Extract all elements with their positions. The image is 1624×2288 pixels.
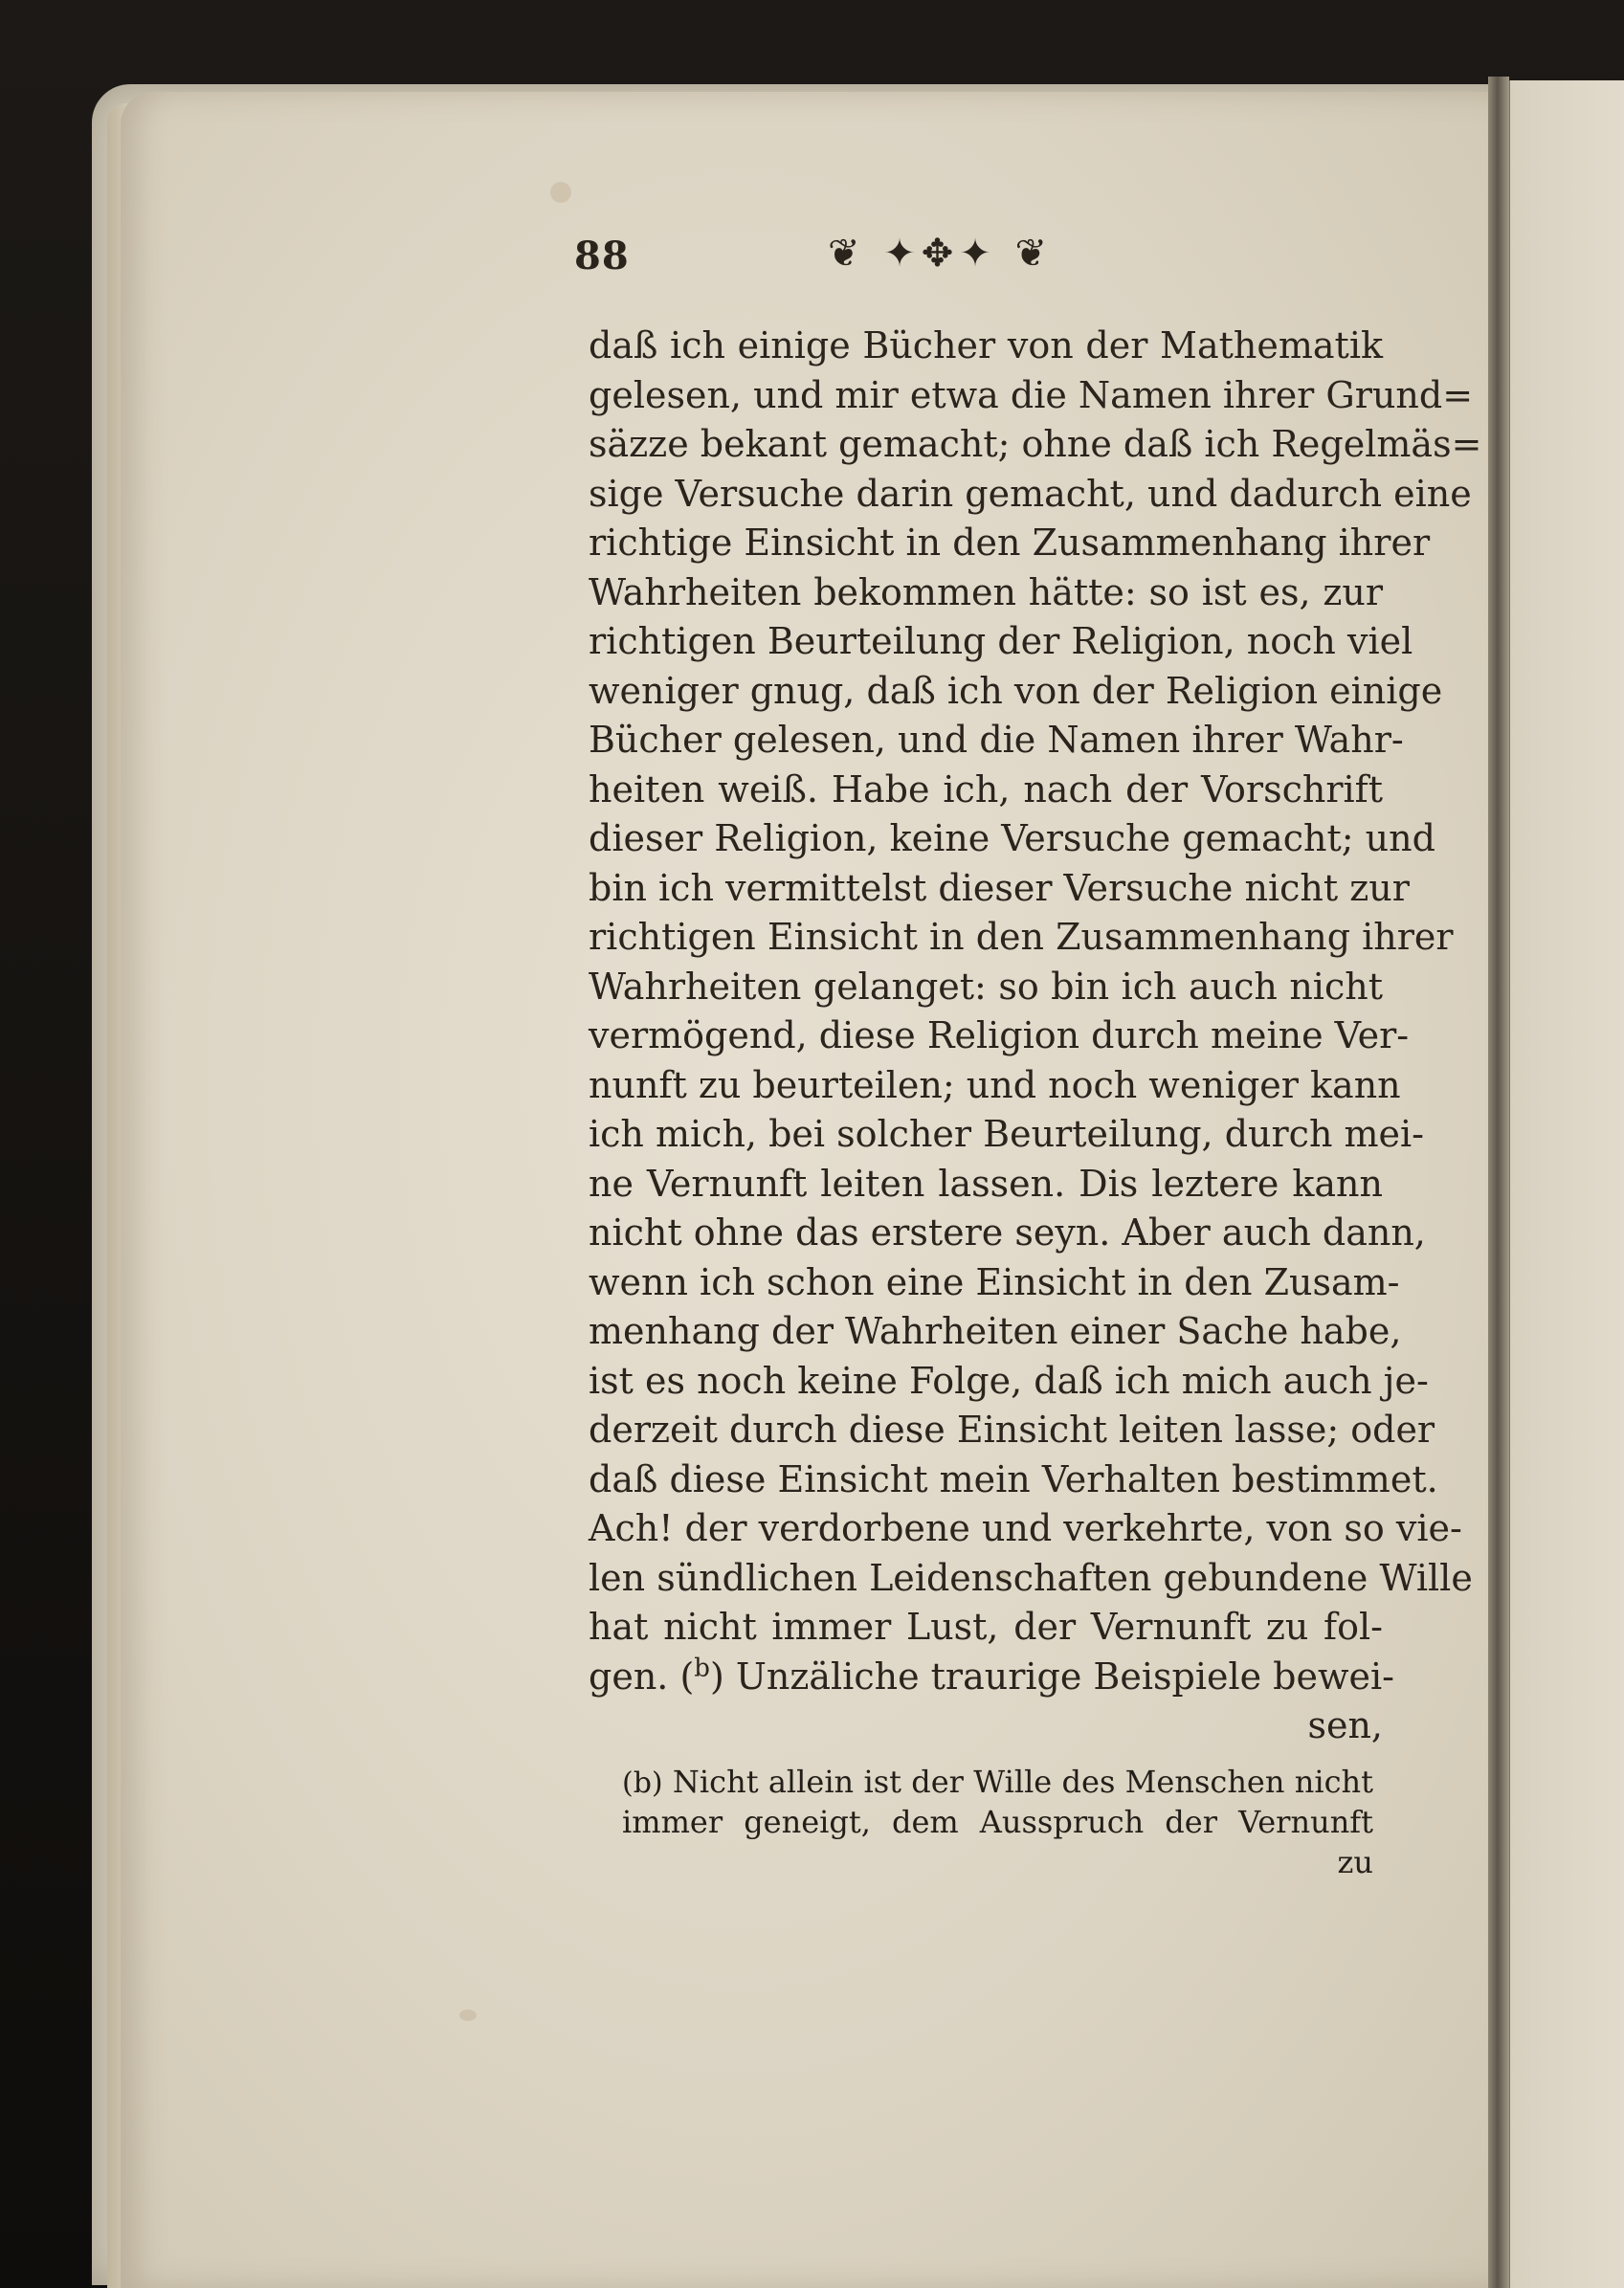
- text-line: säzze bekant gemacht; ohne daß ich Regelmäs=: [589, 423, 1482, 465]
- text-segment: ) Unzäliche traurige Beispiele bewei-: [709, 1655, 1394, 1698]
- text-line: Bücher gelesen, und die Namen ihrer Wahr-: [589, 719, 1404, 761]
- text-line: vermögend, diese Religion durch meine Ver-: [589, 1014, 1410, 1056]
- footnote-catchword: zu: [1337, 1844, 1373, 1880]
- footnote-text: Nicht allein ist der Wille des Menschen nicht: [672, 1764, 1374, 1800]
- text-segment: gen. (: [589, 1655, 695, 1698]
- text-line: derzeit durch diese Einsicht leiten lasse; oder: [589, 1409, 1435, 1451]
- text-line: sige Versuche darin gemacht, und dadurch eine: [589, 472, 1472, 515]
- text-line: ich mich, bei solcher Beurteilung, durch mei-: [589, 1113, 1425, 1155]
- text-line: richtigen Einsicht in den Zusammenhang ihrer: [589, 916, 1454, 958]
- page-content: [574, 228, 1482, 1880]
- stain: [459, 2010, 477, 2021]
- stain: [550, 182, 571, 203]
- text-line: len sündlichen Leidenschaften gebundene Wille: [589, 1556, 1473, 1599]
- text-line: heiten weiß. Habe ich, nach der Vorschrift: [589, 767, 1383, 811]
- text-line: gelesen, und mir etwa die Namen ihrer Grund=: [589, 373, 1474, 416]
- footnote-marker: (b): [622, 1766, 663, 1800]
- footnote-line: immer geneigt, dem Ausspruch der Vernunft: [622, 1804, 1373, 1840]
- book-gutter: [1488, 77, 1509, 2288]
- footnote-reference: b: [694, 1653, 710, 1682]
- text-line: ist es noch keine Folge, daß ich mich auch je-: [589, 1359, 1429, 1402]
- text-line: hat nicht immer Lust, der Vernunft zu fol-: [589, 1606, 1383, 1648]
- text-line: ne Vernunft leiten lassen. Dis leztere kann: [589, 1162, 1383, 1205]
- text-line: daß diese Einsicht mein Verhalten bestimmet.: [589, 1457, 1438, 1500]
- text-line: richtigen Beurteilung der Religion, noch viel: [589, 620, 1413, 662]
- text-line: Wahrheiten bekommen hätte: so ist es, zur: [589, 570, 1383, 613]
- text-line: richtige Einsicht in den Zusammenhang ihrer: [589, 522, 1431, 564]
- footnote-line: [622, 1762, 1373, 1802]
- header-ornament: ❦ ✦✥✦ ❦: [828, 232, 1054, 276]
- facing-page-edge: [1509, 80, 1624, 2288]
- text-line: wenn ich schon eine Einsicht in den Zusam-: [589, 1260, 1400, 1303]
- text-line: [589, 1653, 1394, 1702]
- text-line: Wahrheiten gelanget: so bin ich auch nicht: [589, 965, 1383, 1008]
- footnote: [622, 1762, 1373, 1882]
- page-number: 88: [574, 233, 630, 278]
- catchword: sen,: [1307, 1704, 1383, 1746]
- text-line: bin ich vermittelst dieser Versuche nicht zur: [589, 866, 1410, 909]
- text-line: weniger gnug, daß ich von der Religion einige: [589, 669, 1443, 712]
- text-line: nicht ohne das erstere seyn. Aber auch dann,: [589, 1211, 1426, 1254]
- body-text: [589, 322, 1482, 1751]
- text-line: Ach! der verdorbene und verkehrte, von so vie-: [589, 1507, 1462, 1549]
- text-line: dieser Religion, keine Versuche gemacht; und: [589, 817, 1435, 859]
- text-line: daß ich einige Bücher von der Mathematik: [589, 324, 1383, 367]
- text-line: menhang der Wahrheiten einer Sache habe,: [589, 1310, 1402, 1352]
- page-header: [574, 228, 1388, 295]
- text-line: nunft zu beurteilen; und noch weniger kann: [589, 1063, 1401, 1106]
